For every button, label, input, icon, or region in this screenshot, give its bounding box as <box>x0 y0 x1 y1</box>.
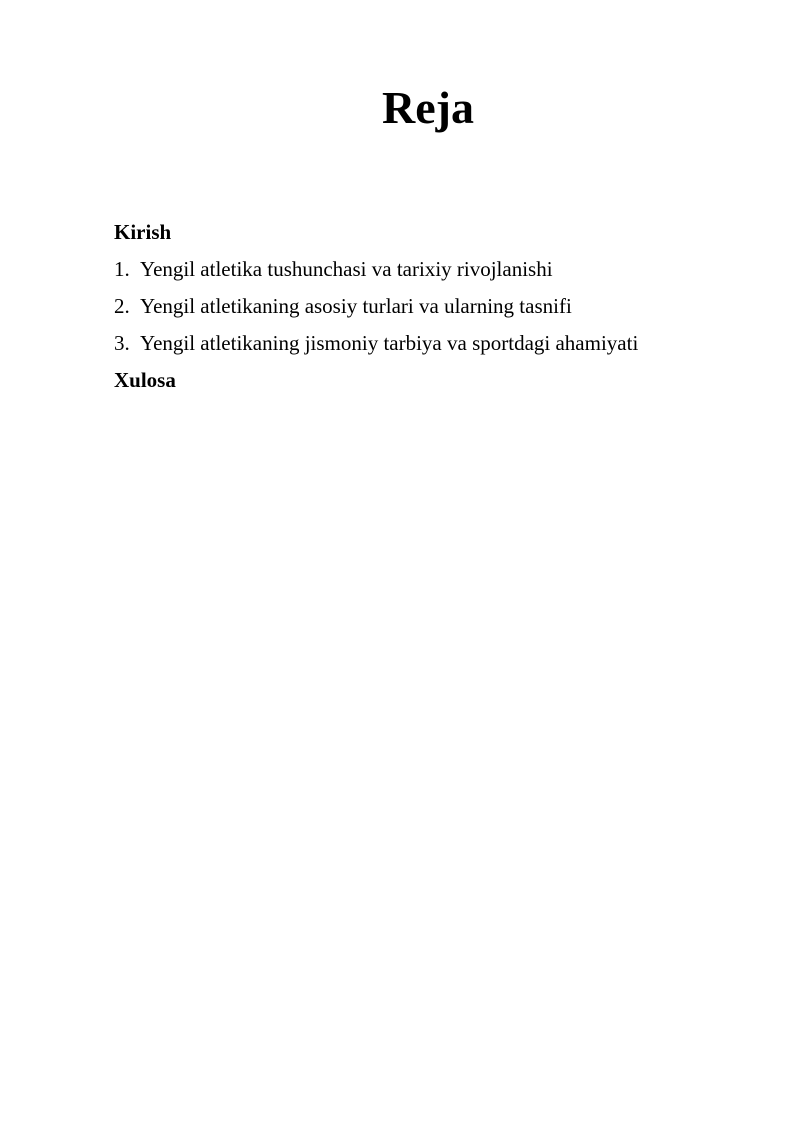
list-item <box>114 288 734 325</box>
list-item-number: 2. <box>114 294 130 318</box>
page-title: Reja <box>382 82 474 133</box>
intro-heading: Kirish <box>114 220 172 244</box>
list-item-text: Yengil atletikaning asosiy turlari va ularning tasnifi <box>140 294 572 318</box>
list-item-number: 3. <box>114 331 130 355</box>
plan-list <box>114 214 734 399</box>
list-item <box>114 325 734 362</box>
list-item-text: Yengil atletikaning jismoniy tarbiya va sportdagi ahamiyati <box>140 331 639 355</box>
list-item <box>114 251 734 288</box>
list-item-text: Yengil atletika tushunchasi va tarixiy rivojlanishi <box>140 257 553 281</box>
list-item-number: 1. <box>114 257 130 281</box>
conclusion-heading: Xulosa <box>114 368 176 392</box>
